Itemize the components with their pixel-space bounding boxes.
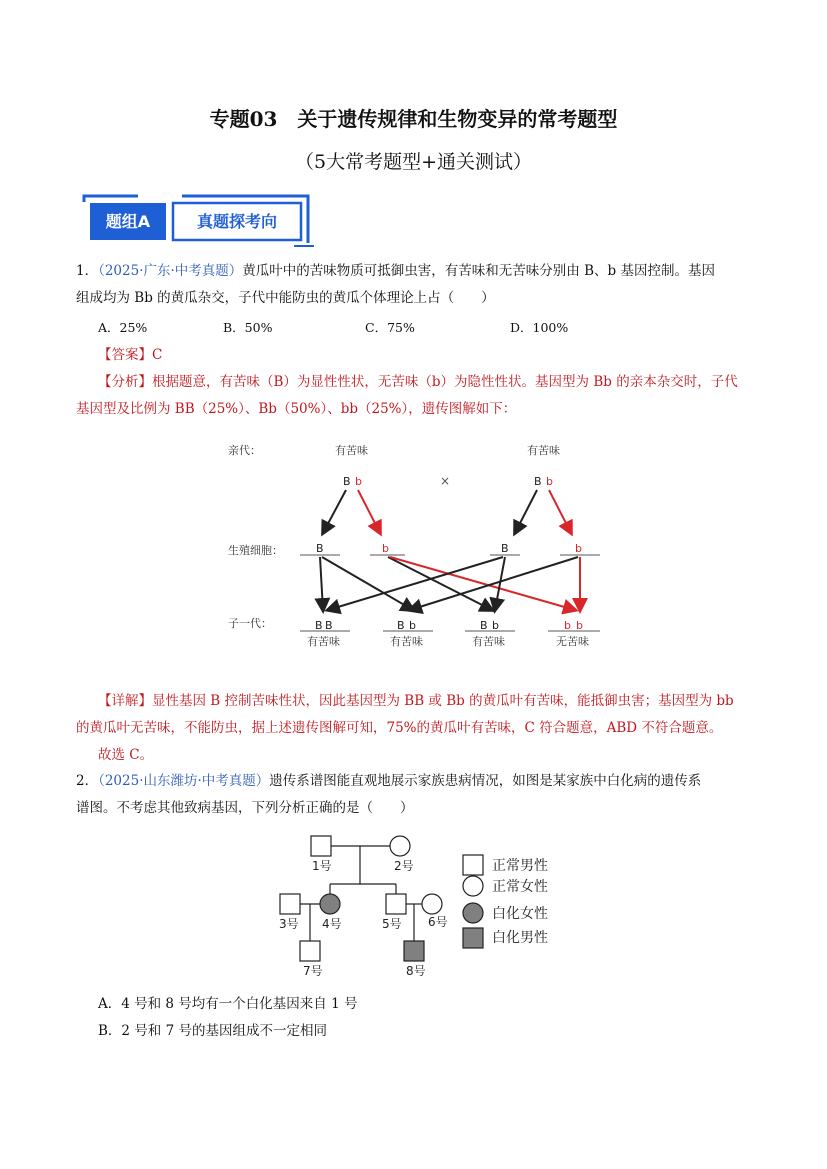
pedigree-label-2: 2号 (394, 859, 414, 873)
offspring-2-allele-1: B (397, 619, 405, 632)
pedigree-3-male (280, 894, 300, 914)
genetic-cross-diagram (220, 430, 620, 655)
badge-group: 题组A (105, 212, 151, 231)
legend-affected-female: 白化女性 (492, 906, 548, 922)
q1-number: 1． (76, 263, 99, 279)
pedigree-label-4: 4号 (322, 917, 342, 931)
q1-detail-text1: 显性基因 B 控制苦味性状，因此基因型为 BB 或 Bb 的黄瓜叶有苦味，能抵御虫害；基因型为 bb (152, 693, 734, 709)
legend-affected-male: 白化男性 (492, 930, 548, 946)
offspring-3-phenotype: 有苦味 (472, 635, 505, 648)
q2-option-a: A．4 号和 8 号均有一个白化基因来自 1 号 (98, 996, 358, 1012)
pedigree-label-5: 5号 (382, 917, 402, 931)
row-label-offspring: 子一代： (228, 617, 272, 630)
pedigree-label-8: 8号 (406, 964, 426, 978)
page-title: 专题03 关于遗传规律和生物变异的常考题型 (209, 107, 618, 131)
q1-stem-text1: 黄瓜叶中的苦味物质可抵御虫害，有苦味和无苦味分别由 B、b 基因控制。基因 (242, 263, 715, 279)
legend-normal-male-icon (463, 855, 483, 875)
pedigree-5-male (386, 894, 406, 914)
badge-label: 真题探考向 (196, 212, 277, 231)
gamete-1: B (316, 542, 324, 555)
pedigree-6-female (422, 894, 442, 914)
gamete-3: B (501, 542, 509, 555)
legend-normal-male: 正常男性 (492, 858, 548, 874)
pedigree-4-affected-female (320, 894, 340, 914)
gamete-4: b (575, 542, 582, 555)
row-label-gamete: 生殖细胞： (228, 544, 283, 557)
pedigree-1-male (311, 836, 331, 856)
q1-stem-line1 (76, 258, 756, 285)
parent-right-phenotype: 有苦味 (527, 444, 560, 457)
q2-stem-text1: 遗传系谱图能直观地展示家族患病情况，如图是某家族中白化病的遗传系 (269, 773, 702, 789)
q2-source: （2025·山东潍坊·中考真题） (98, 773, 270, 789)
offspring-1-allele-2: B (325, 619, 333, 632)
legend-affected-male-icon (463, 928, 483, 948)
q1-analysis-label: 【分析】 (98, 374, 152, 390)
q1-answer-value: C (152, 347, 163, 363)
q1-detail-line1 (98, 688, 734, 715)
q1-analysis-text1: 根据题意，有苦味（B）为显性性状，无苦味（b）为隐性性状。基因型为 Bb 的亲本杂交时，子代 (152, 374, 738, 390)
parent-left-allele-b: b (355, 475, 362, 488)
q1-source: （2025·广东·中考真题） (98, 263, 243, 279)
q1-stem-line2: 组成均为 Bb 的黄瓜杂交，子代中能防虫的黄瓜个体理论上占（ ） (76, 290, 495, 306)
q1-analysis-line1 (98, 369, 738, 396)
offspring-1-phenotype: 有苦味 (307, 635, 340, 648)
offspring-4-allele-2: b (576, 619, 583, 632)
legend-affected-female-icon (463, 903, 483, 923)
q1-conclusion: 故选 C。 (98, 747, 154, 763)
q1-answer-label: 【答案】 (98, 347, 152, 363)
parent-right-allele-B: B (534, 475, 542, 488)
offspring-3-allele-2: b (492, 619, 499, 632)
offspring-1-allele-1: B (315, 619, 323, 632)
q1-option-c: C．75% (365, 320, 415, 335)
gamete-2: b (382, 542, 389, 555)
legend-normal-female: 正常女性 (492, 879, 548, 895)
parent-right-allele-b: b (546, 475, 553, 488)
q2-option-b: B．2 号和 7 号的基因组成不一定相同 (98, 1023, 327, 1039)
q1-analysis-line2: 基因型及比例为 BB（25%）、Bb（50%）、bb（25%），遗传图解如下： (76, 401, 517, 417)
legend-normal-female-icon (463, 876, 483, 896)
pedigree-2-female (390, 836, 410, 856)
section-badge (82, 193, 314, 249)
q2-stem-line1 (76, 768, 701, 795)
row-label-parent: 亲代： (228, 444, 261, 457)
cross-symbol: × (440, 474, 451, 488)
q1-option-d: D．100% (510, 320, 569, 335)
parent-left-phenotype: 有苦味 (335, 444, 368, 457)
parent-left-allele-B: B (343, 475, 351, 488)
q1-option-b: B．50% (223, 320, 273, 335)
pedigree-chart (270, 828, 570, 983)
pedigree-label-3: 3号 (279, 917, 299, 931)
page-subtitle: （5大常考题型+通关测试） (294, 151, 532, 173)
pedigree-7-male (300, 941, 320, 961)
q2-number: 2． (76, 773, 99, 789)
offspring-4-allele-1: b (564, 619, 571, 632)
offspring-4-phenotype: 无苦味 (556, 635, 589, 648)
q1-detail-line2: 的黄瓜叶无苦味，不能防虫，据上述遗传图解可知，75%的黄瓜叶有苦味，C 符合题意，ABD 不符合题意。 (76, 720, 723, 736)
offspring-2-allele-2: b (409, 619, 416, 632)
q1-answer (98, 342, 162, 369)
q1-option-a: A．25% (98, 320, 148, 335)
offspring-3-allele-1: B (480, 619, 488, 632)
q2-stem-line2: 谱图。不考虑其他致病基因，下列分析正确的是（ ） (76, 800, 414, 816)
q1-detail-label: 【详解】 (98, 693, 152, 709)
offspring-2-phenotype: 有苦味 (390, 635, 423, 648)
pedigree-8-affected-male (404, 941, 424, 961)
pedigree-label-7: 7号 (303, 964, 323, 978)
pedigree-label-6: 6号 (428, 915, 448, 929)
pedigree-label-1: 1号 (312, 859, 332, 873)
